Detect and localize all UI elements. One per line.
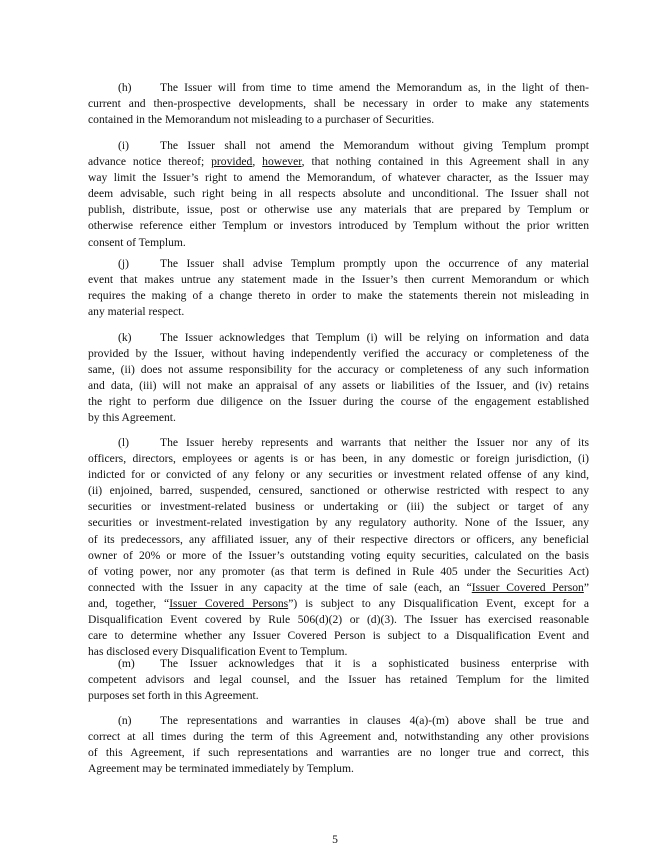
text-line: The Issuer acknowledges that it is a sophisticated business enterprise with [160, 657, 589, 670]
text-fragment: and, together, “ [88, 596, 170, 610]
clause-number: (i) [118, 139, 129, 152]
text-fragment: , [252, 155, 263, 169]
text-line: The Issuer shall advise Templum promptly upon the occurrence of any material [160, 257, 589, 270]
text-line: deem advisable, such right being in all respects absolute and unconditional. The Issuer shall not [88, 187, 589, 201]
text-line: requires the making of a change thereto in order to make the statements therein not misleading in [88, 289, 589, 303]
text-line: securities or investment-related business or undertaking or (iii) the subject or target of any [88, 500, 589, 514]
clause-number: (l) [118, 436, 129, 449]
clause-i [88, 138, 589, 251]
text-line: care to determine whether any Issuer Covered Person is subject to a Disqualification Event and [88, 629, 589, 643]
clause-l [88, 435, 589, 660]
text-line: The Issuer will from time to time amend the Memorandum as, in the light of then- [160, 81, 589, 94]
underlined-term-provided: provided [211, 155, 253, 169]
clause-number: (j) [118, 257, 129, 270]
underlined-term-issuer-covered-person: Issuer Covered Person [471, 580, 584, 594]
clause-number: (m) [118, 657, 135, 670]
underlined-term-issuer-covered-persons: Issuer Covered Persons [169, 596, 289, 610]
page-number: 5 [332, 833, 338, 846]
clause-k [88, 330, 589, 427]
text-line: competent advisors and legal counsel, and the Issuer has retained Templum for the limited [88, 673, 589, 687]
text-line: of its predecessors, any affiliated issuer, any of their respective directors or officers, any beneficial [88, 532, 589, 546]
text-line: same, (ii) does not assume responsibility for the accuracy or completeness of any such information [88, 363, 589, 377]
text-line: Disqualification Event covered by Rule 506(d)(2) or (d)(3). The Issuer has exercised reasonable [88, 613, 589, 627]
clause-m [88, 656, 589, 704]
clause-j [88, 256, 589, 320]
text-line: The Issuer hereby represents and warrants that neither the Issuer nor any of its [160, 436, 589, 449]
clause-number: (h) [118, 81, 132, 94]
text-line: the right to perform due diligence on the Issuer during the course of the engagement established [88, 395, 589, 409]
text-line: of this Agreement, if such representations and warranties are no longer true and correct, this [88, 746, 589, 760]
text-line: consent of Templum. [88, 235, 186, 249]
clause-number: (n) [118, 714, 132, 727]
text-fragment: , that nothing contained in this Agreement shall in any [301, 155, 590, 169]
clause-n [88, 713, 589, 777]
text-line: and data, (iii) will not make an appraisal of any assets or liabilities of the Issuer, and (iv) retains [88, 379, 589, 393]
text-line: securities or investment-related investigation by any regulatory authority. None of the Issuer, any [88, 516, 589, 530]
text-fragment: ” [583, 580, 590, 594]
text-line: Agreement may be terminated immediately by Templum. [88, 762, 354, 776]
text-line: provided by the Issuer, without having independently verified the accuracy or completeness of the [88, 347, 589, 361]
text-line: contained in the Memorandum not misleading to a purchaser of Securities. [88, 113, 435, 127]
underlined-term-however: however [262, 155, 302, 169]
text-line: The Issuer shall not amend the Memorandum without giving Templum prompt [160, 139, 589, 152]
text-line: current and then-prospective developments, shall be necessary in order to make any statements [88, 97, 589, 111]
text-fragment: connected with the Issuer in any capacity at the time of sale (each, an “ [88, 580, 472, 594]
text-fragment: advance notice thereof; [88, 155, 212, 169]
text-fragment: ”) is subject to any Disqualification Event, except for a [288, 596, 589, 610]
text-line: officers, directors, employees or agents is or has been, in any domestic or foreign jurisdiction, (i) [88, 452, 589, 466]
text-line: indicted for or convicted of any felony or any securities or investment related offense of any kind, [88, 468, 589, 482]
text-line: event that makes untrue any statement made in the Issuer’s then current Memorandum or which [88, 273, 589, 287]
text-line: The Issuer acknowledges that Templum (i) will be relying on information and data [160, 331, 589, 344]
text-line: correct at all times during the term of this Agreement and, notwithstanding any other provisions [88, 730, 589, 744]
text-line: purposes set forth in this Agreement. [88, 689, 259, 703]
text-line: otherwise reference either Templum or investors introduced by Templum without the prior written [88, 219, 589, 233]
text-line: publish, distribute, issue, post or otherwise use any materials that are prepared by Templum or [88, 203, 589, 217]
text-line: by this Agreement. [88, 411, 176, 425]
clause-number: (k) [118, 331, 132, 344]
text-line: way limit the Issuer’s right to amend the Memorandum, of whatever character, as the Issuer may [88, 171, 589, 185]
text-line: of voting power, nor any promoter (as that term is defined in Rule 405 under the Securities Act) [88, 564, 589, 578]
clause-h [88, 80, 589, 128]
text-line: owner of 20% or more of the Issuer’s outstanding voting equity securities, calculated on the basis [88, 548, 589, 562]
text-line: has disclosed every Disqualification Event to Templum. [88, 645, 348, 659]
text-line: The representations and warranties in clauses 4(a)-(m) above shall be true and [160, 714, 589, 727]
text-line: any material respect. [88, 305, 185, 319]
text-line: (ii) enjoined, barred, suspended, censured, sanctioned or otherwise restricted with respect to any [88, 484, 589, 498]
